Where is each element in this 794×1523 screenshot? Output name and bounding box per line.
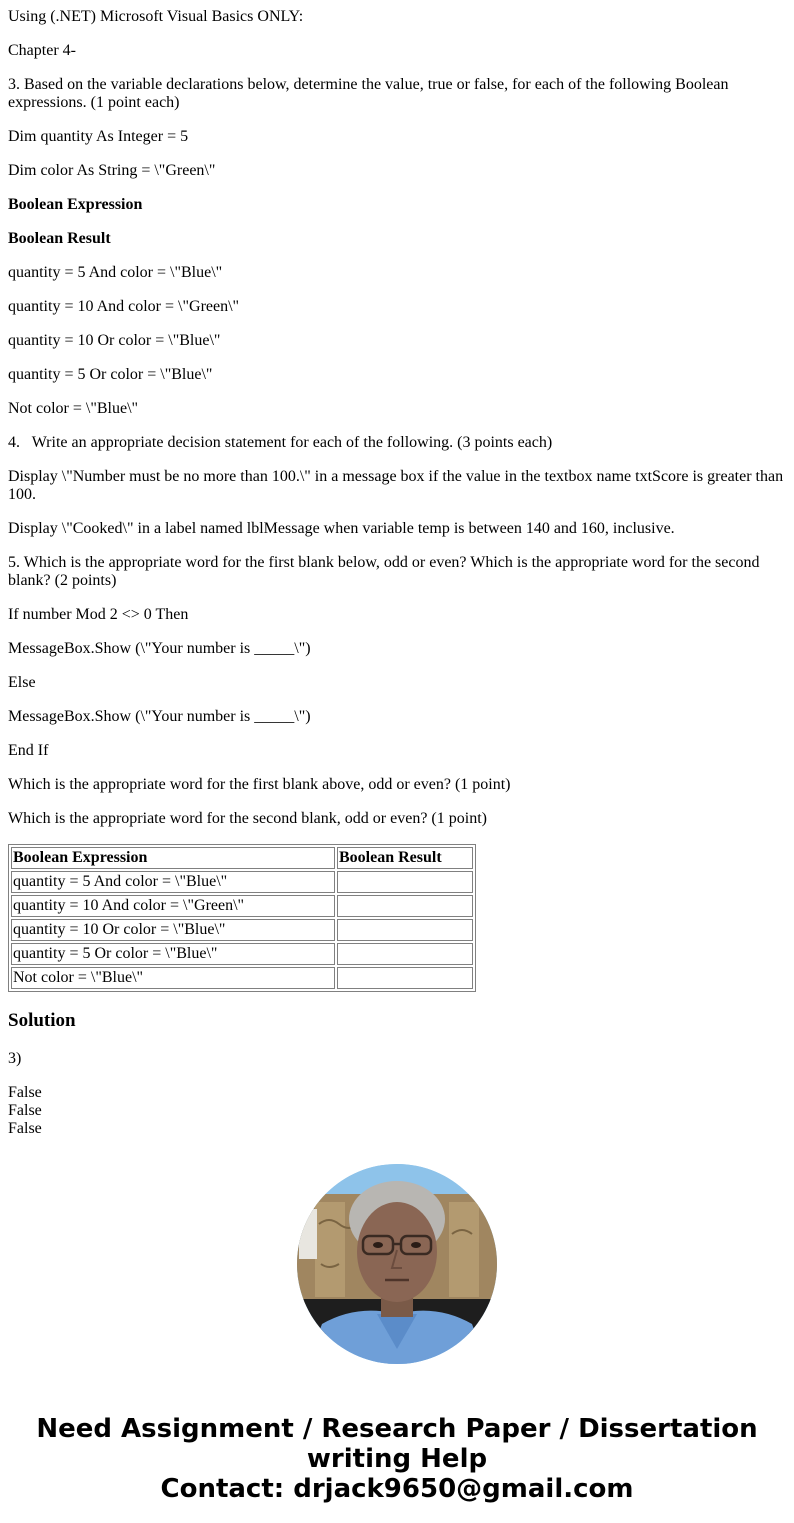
expression-4: quantity = 5 Or color = \"Blue\"	[8, 366, 213, 383]
table-row	[11, 919, 473, 941]
expression-5: Not color = \"Blue\"	[8, 400, 139, 417]
q4-item-1: Display \"Number must be no more than 100.\" in a message box if the value in the textbox name txtScore is greater than 100.	[8, 468, 784, 503]
expression-2: quantity = 10 And color = \"Green\"	[8, 298, 240, 315]
header-result-text: Boolean Result	[8, 230, 111, 247]
q5-prompt: 5. Which is the appropriate word for the first blank below, odd or even? Which is the appropriate word for the second blank? (2 points)	[8, 554, 760, 589]
table-cell-result	[337, 871, 473, 893]
table-cell-result	[337, 895, 473, 917]
q5-sub-1: Which is the appropriate word for the first blank above, odd or even? (1 point)	[8, 776, 511, 793]
table-row	[11, 871, 473, 893]
q5-sub-2: Which is the appropriate word for the second blank, odd or even? (1 point)	[8, 810, 487, 827]
code-line-2: MessageBox.Show (\"Your number is _____\")	[8, 640, 311, 657]
header-expression-text: Boolean Expression	[8, 196, 143, 213]
code-line-1: If number Mod 2 <> 0 Then	[8, 606, 189, 623]
avatar	[297, 1164, 497, 1364]
table-row	[11, 967, 473, 989]
solution-answers	[8, 1084, 786, 1138]
avatar-container	[8, 1164, 786, 1364]
table-cell-expression: quantity = 10 And color = \"Green\"	[11, 895, 335, 917]
table-cell-expression: quantity = 5 Or color = \"Blue\"	[11, 943, 335, 965]
answer-2: False	[8, 1102, 42, 1119]
answer-3: False	[8, 1120, 42, 1137]
table-cell-result	[337, 919, 473, 941]
contact-email: Contact: drjack9650@gmail.com	[160, 1474, 634, 1504]
q4-prompt: 4. Write an appropriate decision statement for each of the following. (3 points each)	[8, 434, 553, 451]
answer-1: False	[8, 1084, 42, 1101]
code-line-3: Else	[8, 674, 36, 691]
contact-banner	[8, 1414, 786, 1504]
boolean-table	[8, 844, 476, 992]
banner-line-1: Need Assignment / Research Paper / Dissertation	[36, 1414, 758, 1444]
table-row	[11, 943, 473, 965]
decl-quantity: Dim quantity As Integer = 5	[8, 128, 189, 145]
table-header-row	[11, 847, 473, 869]
banner-line-2: writing Help	[306, 1444, 488, 1474]
table-cell-result	[337, 967, 473, 989]
expression-3: quantity = 10 Or color = \"Blue\"	[8, 332, 221, 349]
decl-color: Dim color As String = \"Green\"	[8, 162, 216, 179]
solution-heading: Solution	[8, 1010, 76, 1031]
table-cell-result	[337, 943, 473, 965]
table-header-result: Boolean Result	[337, 847, 473, 869]
table-cell-expression: quantity = 5 And color = \"Blue\"	[11, 871, 335, 893]
portrait-photo-icon	[297, 1164, 497, 1364]
table-cell-expression: Not color = \"Blue\"	[11, 967, 335, 989]
q4-item-2: Display \"Cooked\" in a label named lblMessage when variable temp is between 140 and 160, inclusive.	[8, 520, 675, 537]
table-cell-expression: quantity = 10 Or color = \"Blue\"	[11, 919, 335, 941]
table-header-expression: Boolean Expression	[11, 847, 335, 869]
solution-part-label: 3)	[8, 1050, 22, 1067]
intro-text: Using (.NET) Microsoft Visual Basics ONLY:	[8, 8, 304, 25]
expression-1: quantity = 5 And color = \"Blue\"	[8, 264, 223, 281]
code-line-5: End If	[8, 742, 49, 759]
code-line-4: MessageBox.Show (\"Your number is _____\")	[8, 708, 311, 725]
table-row	[11, 895, 473, 917]
chapter-label: Chapter 4-	[8, 42, 76, 59]
q3-prompt: 3. Based on the variable declarations below, determine the value, true or false, for each of the following Boolean expressions. (1 point each)	[8, 76, 729, 111]
